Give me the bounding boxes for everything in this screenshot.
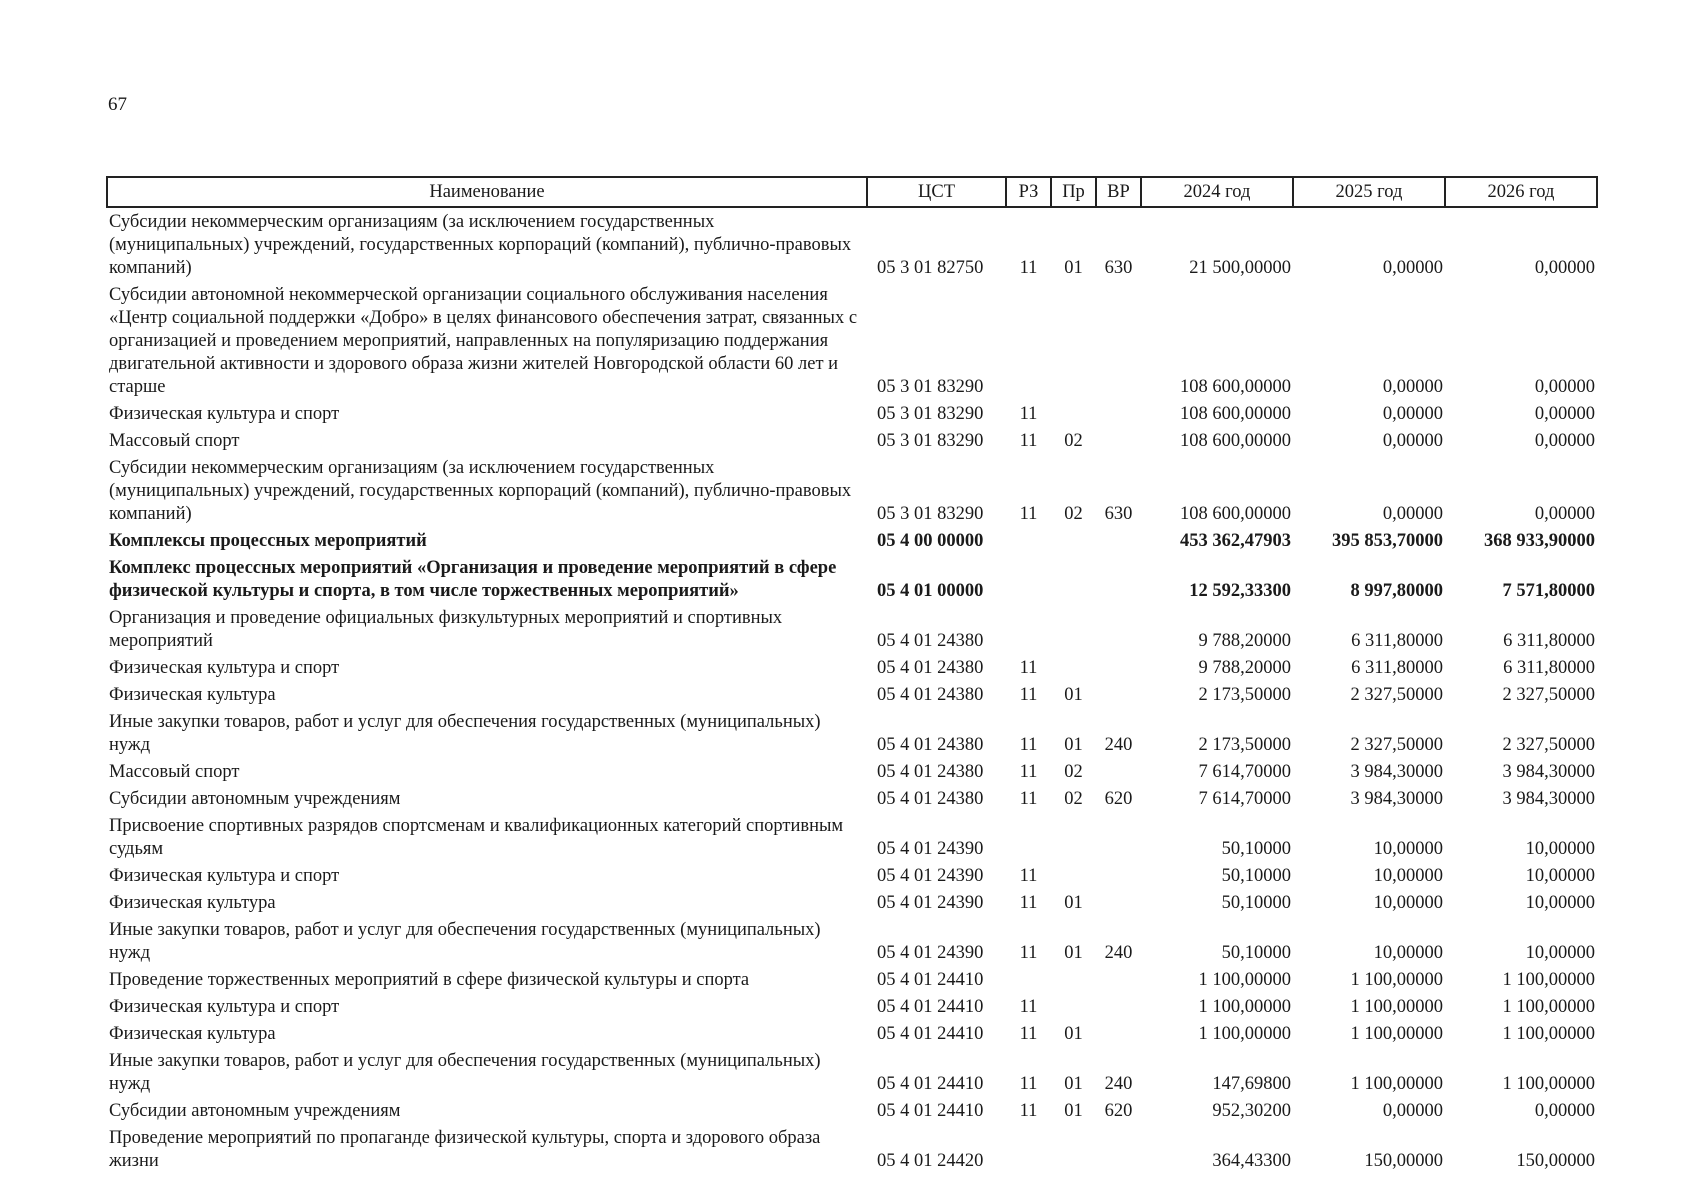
row-2025-value: 10,00000	[1373, 893, 1443, 913]
row-2026-value: 2 327,50000	[1502, 735, 1595, 755]
row-name: Физическая культура	[109, 893, 276, 913]
row-name: Массовый спорт	[109, 431, 240, 451]
row-vr	[1096, 995, 1141, 1022]
row-pr	[1051, 283, 1096, 402]
row-pr	[1051, 656, 1096, 683]
row-name: Комплексы процессных мероприятий	[109, 531, 427, 551]
row-pr: 01	[1064, 685, 1083, 705]
row-cst: 05 4 01 24410	[877, 1024, 984, 1044]
row-cst: 05 4 01 24410	[877, 997, 984, 1017]
row-2026-value: 1 100,00000	[1502, 997, 1595, 1017]
row-2024-value: 1 100,00000	[1198, 997, 1291, 1017]
row-pr	[1051, 529, 1096, 556]
row-2024-value: 2 173,50000	[1198, 735, 1291, 755]
row-2024-value: 364,43300	[1212, 1151, 1291, 1171]
row-2024-value: 9 788,20000	[1198, 658, 1291, 678]
row-2026-value: 3 984,30000	[1502, 789, 1595, 809]
header-2024: 2024 год	[1141, 177, 1293, 207]
row-cst: 05 4 01 00000	[877, 581, 984, 601]
table-row	[107, 864, 1597, 891]
row-pr	[1051, 814, 1096, 864]
row-name: Комплекс процессных мероприятий «Организация и проведение мероприятий в сфере физической культуры и спорта, в том числе торжественных мероприятий»	[109, 558, 837, 601]
table-row	[107, 207, 1597, 283]
row-vr	[1096, 968, 1141, 995]
row-pr: 01	[1064, 1024, 1083, 1044]
row-rz	[1006, 814, 1051, 864]
row-cst: 05 3 01 83290	[877, 377, 984, 397]
row-pr: 01	[1064, 735, 1083, 755]
row-2025-value: 3 984,30000	[1350, 762, 1443, 782]
row-rz: 11	[1019, 1074, 1038, 1094]
row-2024-value: 108 600,00000	[1180, 431, 1291, 451]
row-rz: 11	[1019, 943, 1038, 963]
row-2024-value: 108 600,00000	[1180, 504, 1291, 524]
row-cst: 05 4 01 24380	[877, 658, 984, 678]
row-vr	[1096, 606, 1141, 656]
row-vr	[1096, 683, 1141, 710]
row-rz	[1006, 1126, 1051, 1176]
row-cst: 05 4 01 24410	[877, 970, 984, 990]
table-header-row	[107, 177, 1597, 207]
row-name: Проведение мероприятий по пропаганде физической культуры, спорта и здорового образа жизни	[109, 1128, 821, 1171]
row-name: Массовый спорт	[109, 762, 240, 782]
row-2026-value: 6 311,80000	[1503, 631, 1595, 651]
row-vr	[1096, 864, 1141, 891]
row-name: Физическая культура	[109, 685, 276, 705]
row-2025-value: 10,00000	[1373, 943, 1443, 963]
table-row	[107, 995, 1597, 1022]
row-2024-value: 453 362,47903	[1180, 531, 1291, 551]
row-2025-value: 0,00000	[1382, 431, 1443, 451]
row-cst: 05 4 01 24380	[877, 762, 984, 782]
table-row	[107, 456, 1597, 529]
row-vr	[1096, 760, 1141, 787]
row-pr: 01	[1064, 1074, 1083, 1094]
row-2025-value: 1 100,00000	[1350, 970, 1443, 990]
row-vr	[1096, 556, 1141, 606]
page-number: 67	[108, 94, 127, 115]
table-row	[107, 1049, 1597, 1099]
row-2026-value: 0,00000	[1534, 258, 1595, 278]
row-2026-value: 0,00000	[1534, 1101, 1595, 1121]
row-2025-value: 3 984,30000	[1350, 789, 1443, 809]
table-row	[107, 529, 1597, 556]
row-2026-value: 10,00000	[1525, 839, 1595, 859]
row-name: Субсидии некоммерческим организациям (за исключением государственных (муниципальных) учреждений, государственных корпораций (компаний), публично-правовых компаний)	[109, 212, 852, 278]
row-2025-value: 1 100,00000	[1350, 1024, 1443, 1044]
header-vr: ВР	[1096, 177, 1141, 207]
row-2026-value: 10,00000	[1525, 943, 1595, 963]
row-2024-value: 7 614,70000	[1198, 789, 1291, 809]
row-2026-value: 1 100,00000	[1502, 970, 1595, 990]
row-2024-value: 108 600,00000	[1180, 377, 1291, 397]
row-name: Физическая культура и спорт	[109, 866, 340, 886]
row-2025-value: 395 853,70000	[1332, 531, 1443, 551]
table-row	[107, 787, 1597, 814]
row-pr: 02	[1064, 762, 1083, 782]
header-pr: Пр	[1051, 177, 1096, 207]
row-name: Иные закупки товаров, работ и услуг для обеспечения государственных (муниципальных) нужд	[109, 920, 821, 963]
table-body	[107, 207, 1597, 1176]
table-row	[107, 1099, 1597, 1126]
row-2026-value: 3 984,30000	[1502, 762, 1595, 782]
row-rz: 11	[1019, 404, 1038, 424]
row-name: Субсидии автономным учреждениям	[109, 1101, 401, 1121]
row-rz: 11	[1019, 1101, 1038, 1121]
row-name: Присвоение спортивных разрядов спортсменам и квалификационных категорий спортивным судьям	[109, 816, 844, 859]
row-2024-value: 147,69800	[1212, 1074, 1291, 1094]
row-cst: 05 3 01 83290	[877, 404, 984, 424]
row-rz: 11	[1019, 658, 1038, 678]
table-row	[107, 283, 1597, 402]
row-2025-value: 0,00000	[1382, 404, 1443, 424]
table-row	[107, 710, 1597, 760]
row-cst: 05 4 01 24390	[877, 866, 984, 886]
row-2026-value: 10,00000	[1525, 893, 1595, 913]
table-row	[107, 1126, 1597, 1176]
row-rz	[1006, 556, 1051, 606]
row-rz: 11	[1019, 893, 1038, 913]
row-vr	[1096, 1126, 1141, 1176]
row-rz	[1006, 606, 1051, 656]
table-row	[107, 918, 1597, 968]
row-cst: 05 3 01 82750	[877, 258, 984, 278]
row-vr: 620	[1104, 1101, 1133, 1121]
table-row	[107, 891, 1597, 918]
row-pr	[1051, 556, 1096, 606]
row-2026-value: 0,00000	[1534, 504, 1595, 524]
table-row	[107, 556, 1597, 606]
row-vr: 630	[1104, 504, 1133, 524]
row-cst: 05 4 01 24410	[877, 1101, 984, 1121]
row-2025-value: 0,00000	[1382, 377, 1443, 397]
row-2026-value: 0,00000	[1534, 377, 1595, 397]
row-vr	[1096, 814, 1141, 864]
row-name: Иные закупки товаров, работ и услуг для обеспечения государственных (муниципальных) нужд	[109, 1051, 821, 1094]
row-pr	[1051, 864, 1096, 891]
row-rz: 11	[1019, 685, 1038, 705]
row-vr: 240	[1104, 943, 1133, 963]
row-2024-value: 2 173,50000	[1198, 685, 1291, 705]
row-pr: 01	[1064, 943, 1083, 963]
row-cst: 05 4 00 00000	[877, 531, 984, 551]
row-name: Организация и проведение официальных физкультурных мероприятий и спортивных мероприятий	[109, 608, 783, 651]
row-2024-value: 50,10000	[1221, 943, 1291, 963]
row-vr	[1096, 891, 1141, 918]
row-vr	[1096, 402, 1141, 429]
row-vr	[1096, 429, 1141, 456]
table-row	[107, 760, 1597, 787]
row-vr: 240	[1104, 735, 1133, 755]
row-rz: 11	[1019, 735, 1038, 755]
row-pr	[1051, 1126, 1096, 1176]
row-vr	[1096, 529, 1141, 556]
row-2026-value: 368 933,90000	[1484, 531, 1595, 551]
row-cst: 05 4 01 24380	[877, 789, 984, 809]
row-cst: 05 3 01 83290	[877, 431, 984, 451]
table-row	[107, 656, 1597, 683]
budget-table	[106, 176, 1598, 1176]
row-2026-value: 0,00000	[1534, 404, 1595, 424]
row-2025-value: 8 997,80000	[1350, 581, 1443, 601]
row-cst: 05 4 01 24380	[877, 735, 984, 755]
row-2025-value: 150,00000	[1364, 1151, 1443, 1171]
row-rz: 11	[1019, 789, 1038, 809]
row-pr: 02	[1064, 431, 1083, 451]
row-rz	[1006, 529, 1051, 556]
row-vr	[1096, 656, 1141, 683]
row-rz: 11	[1019, 762, 1038, 782]
row-rz	[1006, 968, 1051, 995]
row-pr	[1051, 402, 1096, 429]
row-2025-value: 10,00000	[1373, 866, 1443, 886]
row-rz: 11	[1019, 431, 1038, 451]
header-name: Наименование	[107, 177, 867, 207]
table-row	[107, 606, 1597, 656]
header-cst: ЦСТ	[867, 177, 1006, 207]
row-pr	[1051, 995, 1096, 1022]
row-name: Субсидии автономной некоммерческой организации социального обслуживания населения «Центр социальной поддержки «Добро» в целях финансового обеспечения затрат, связанных с организацией и проведением мероприятий, направленных на популяризацию поддержания двигательной активности и здорового образа жизни жителей Новгородской области 60 лет и старше	[109, 285, 858, 397]
table-row	[107, 814, 1597, 864]
row-rz: 11	[1019, 866, 1038, 886]
row-2025-value: 0,00000	[1382, 504, 1443, 524]
row-vr	[1096, 283, 1141, 402]
row-cst: 05 3 01 83290	[877, 504, 984, 524]
row-rz: 11	[1019, 258, 1038, 278]
header-2026: 2026 год	[1445, 177, 1597, 207]
row-2024-value: 12 592,33300	[1189, 581, 1291, 601]
row-rz: 11	[1019, 1024, 1038, 1044]
row-2024-value: 50,10000	[1221, 893, 1291, 913]
row-cst: 05 4 01 24420	[877, 1151, 984, 1171]
row-pr: 01	[1064, 258, 1083, 278]
row-name: Физическая культура и спорт	[109, 997, 340, 1017]
row-2025-value: 0,00000	[1382, 258, 1443, 278]
row-rz: 11	[1019, 504, 1038, 524]
row-cst: 05 4 01 24390	[877, 893, 984, 913]
row-2026-value: 1 100,00000	[1502, 1074, 1595, 1094]
row-pr	[1051, 606, 1096, 656]
row-cst: 05 4 01 24390	[877, 839, 984, 859]
table-row	[107, 683, 1597, 710]
row-2024-value: 1 100,00000	[1198, 1024, 1291, 1044]
row-pr	[1051, 968, 1096, 995]
row-2026-value: 6 311,80000	[1503, 658, 1595, 678]
row-2025-value: 6 311,80000	[1351, 631, 1443, 651]
row-name: Физическая культура и спорт	[109, 404, 340, 424]
table-row	[107, 402, 1597, 429]
row-2024-value: 108 600,00000	[1180, 404, 1291, 424]
row-name: Проведение торжественных мероприятий в сфере физической культуры и спорта	[109, 970, 750, 990]
row-2024-value: 952,30200	[1212, 1101, 1291, 1121]
row-cst: 05 4 01 24410	[877, 1074, 984, 1094]
row-2024-value: 7 614,70000	[1198, 762, 1291, 782]
table-row	[107, 1022, 1597, 1049]
row-pr: 02	[1064, 789, 1083, 809]
row-name: Физическая культура	[109, 1024, 276, 1044]
row-2024-value: 50,10000	[1221, 866, 1291, 886]
row-rz	[1006, 283, 1051, 402]
row-2025-value: 0,00000	[1382, 1101, 1443, 1121]
header-rz: РЗ	[1006, 177, 1051, 207]
row-vr: 620	[1104, 789, 1133, 809]
row-2025-value: 6 311,80000	[1351, 658, 1443, 678]
row-name: Иные закупки товаров, работ и услуг для обеспечения государственных (муниципальных) нужд	[109, 712, 821, 755]
row-2026-value: 150,00000	[1516, 1151, 1595, 1171]
row-2025-value: 2 327,50000	[1350, 735, 1443, 755]
row-name: Субсидии автономным учреждениям	[109, 789, 401, 809]
row-cst: 05 4 01 24380	[877, 631, 984, 651]
row-2024-value: 9 788,20000	[1198, 631, 1291, 651]
row-2026-value: 7 571,80000	[1502, 581, 1595, 601]
row-cst: 05 4 01 24380	[877, 685, 984, 705]
row-pr: 01	[1064, 893, 1083, 913]
row-2026-value: 1 100,00000	[1502, 1024, 1595, 1044]
row-2025-value: 2 327,50000	[1350, 685, 1443, 705]
row-2026-value: 10,00000	[1525, 866, 1595, 886]
row-rz: 11	[1019, 997, 1038, 1017]
row-name: Субсидии некоммерческим организациям (за исключением государственных (муниципальных) учреждений, государственных корпораций (компаний), публично-правовых компаний)	[109, 458, 852, 524]
row-2025-value: 10,00000	[1373, 839, 1443, 859]
table-row	[107, 968, 1597, 995]
table-row	[107, 429, 1597, 456]
row-vr: 630	[1104, 258, 1133, 278]
row-pr: 02	[1064, 504, 1083, 524]
row-2024-value: 50,10000	[1221, 839, 1291, 859]
row-2026-value: 2 327,50000	[1502, 685, 1595, 705]
row-vr: 240	[1104, 1074, 1133, 1094]
row-2025-value: 1 100,00000	[1350, 997, 1443, 1017]
row-cst: 05 4 01 24390	[877, 943, 984, 963]
row-pr: 01	[1064, 1101, 1083, 1121]
header-2025: 2025 год	[1293, 177, 1445, 207]
row-2024-value: 1 100,00000	[1198, 970, 1291, 990]
row-name: Физическая культура и спорт	[109, 658, 340, 678]
row-2025-value: 1 100,00000	[1350, 1074, 1443, 1094]
row-2026-value: 0,00000	[1534, 431, 1595, 451]
row-vr	[1096, 1022, 1141, 1049]
row-2024-value: 21 500,00000	[1189, 258, 1291, 278]
